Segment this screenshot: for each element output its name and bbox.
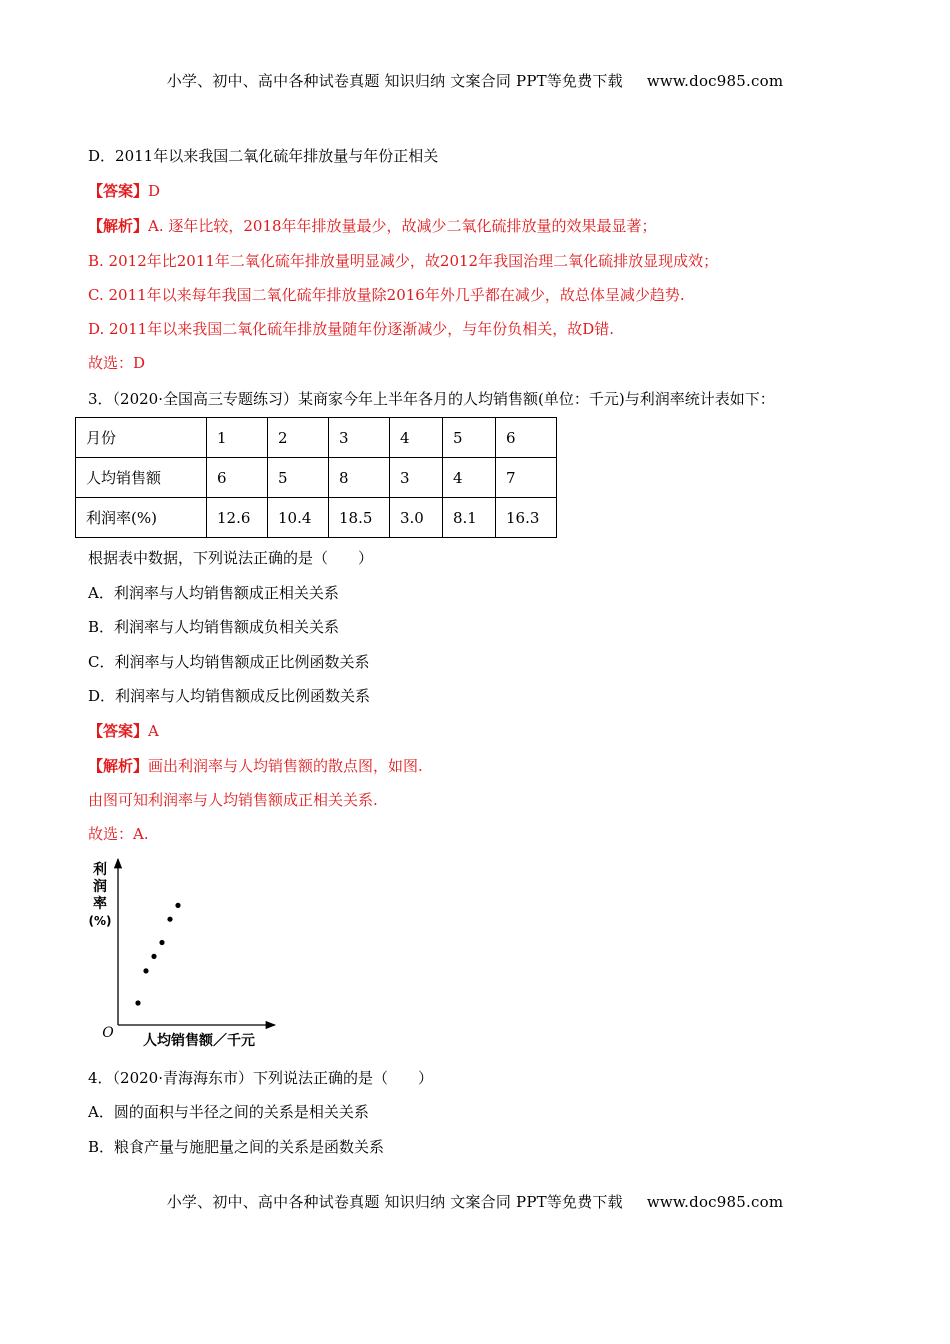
prev-analysis-b: B. 2012年比2011年二氧化硫年排放量明显减少，故2012年我国治理二氧化硫排放显现成效； — [88, 252, 719, 270]
table-cell: 3.0 — [390, 498, 443, 538]
q4-stem: 4．（2020·青海海东市）下列说法正确的是（ ） — [88, 1069, 433, 1087]
table-cell: 月份 — [76, 418, 207, 458]
table-cell: 3 — [390, 458, 443, 498]
y-axis-label-char: (%) — [88, 914, 112, 928]
q3-stem: 3．（2020·全国高三专题练习）某商家今年上半年各月的人均销售额(单位：千元)与利润率统计表如下： — [88, 390, 775, 408]
scatter-point — [175, 903, 180, 908]
answer-value: A — [148, 722, 159, 740]
page-header — [0, 70, 950, 91]
page-footer — [0, 1191, 950, 1212]
header-url[interactable]: www.doc985.com — [646, 72, 784, 90]
scatter-chart — [85, 855, 285, 1055]
table-row — [76, 458, 557, 498]
q3-data-table — [75, 417, 557, 538]
y-axis-label-char: 润 — [93, 879, 107, 895]
prev-option-d: D．2011年以来我国二氧化硫年排放量与年份正相关 — [88, 147, 439, 165]
scatter-point — [151, 954, 156, 959]
table-row — [76, 498, 557, 538]
y-axis-label-char: 利 — [93, 862, 107, 878]
table-cell: 4 — [390, 418, 443, 458]
q3-question: 根据表中数据，下列说法正确的是（ ） — [88, 549, 374, 567]
table-cell: 人均销售额 — [76, 458, 207, 498]
q3-analysis-1 — [88, 756, 423, 776]
origin-label: O — [102, 1025, 114, 1041]
scatter-point — [135, 1000, 140, 1005]
q3-option-d: D．利润率与人均销售额成反比例函数关系 — [88, 687, 371, 705]
table-cell: 6 — [207, 458, 268, 498]
table-cell: 1 — [207, 418, 268, 458]
answer-value: D — [148, 182, 161, 200]
q3-option-b: B．利润率与人均销售额成负相关关系 — [88, 618, 340, 636]
q3-option-a: A．利润率与人均销售额成正相关关系 — [88, 584, 339, 602]
table-cell: 5 — [443, 418, 496, 458]
table-cell: 16.3 — [496, 498, 557, 538]
analysis-text: A. 逐年比较，2018年年排放量最少，故减少二氧化硫排放量的效果最显著； — [148, 217, 657, 235]
prev-analysis-c: C. 2011年以来每年我国二氧化硫年排放量除2016年外几乎都在减少，故总体呈减少趋势. — [88, 286, 685, 304]
table-cell: 8.1 — [443, 498, 496, 538]
answer-label: 【答案】 — [88, 722, 149, 740]
analysis-text: 画出利润率与人均销售额的散点图，如图. — [148, 757, 423, 775]
footer-text: 小学、初中、高中各种试卷真题 知识归纳 文案合同 PPT等免费下载 — [166, 1193, 623, 1211]
q4-option-a: A．圆的面积与半径之间的关系是相关关系 — [88, 1103, 369, 1121]
table-cell: 利润率(%) — [76, 498, 207, 538]
table-cell: 5 — [268, 458, 329, 498]
answer-label: 【答案】 — [88, 182, 149, 200]
prev-answer — [88, 181, 160, 201]
table-cell: 10.4 — [268, 498, 329, 538]
prev-choose: 故选：D — [88, 354, 146, 372]
table-cell: 18.5 — [329, 498, 390, 538]
analysis-label: 【解析】 — [88, 217, 149, 235]
x-axis-label: 人均销售额／千元 — [143, 1033, 255, 1049]
table-cell: 4 — [443, 458, 496, 498]
analysis-label: 【解析】 — [88, 757, 149, 775]
header-text: 小学、初中、高中各种试卷真题 知识归纳 文案合同 PPT等免费下载 — [166, 72, 623, 90]
table-cell: 8 — [329, 458, 390, 498]
table-cell: 7 — [496, 458, 557, 498]
table-cell: 6 — [496, 418, 557, 458]
scatter-point — [159, 940, 164, 945]
q3-answer — [88, 721, 159, 741]
table-row — [76, 418, 557, 458]
table-cell: 12.6 — [207, 498, 268, 538]
y-axis-label-char: 率 — [93, 896, 107, 912]
scatter-point — [143, 968, 148, 973]
scatter-points — [135, 903, 180, 1006]
prev-analysis-d: D. 2011年以来我国二氧化硫年排放量随年份逐渐减少，与年份负相关，故D错. — [88, 320, 614, 338]
footer-url[interactable]: www.doc985.com — [646, 1193, 784, 1211]
q3-analysis-2: 由图可知利润率与人均销售额成正相关关系. — [88, 791, 378, 809]
scatter-point — [167, 917, 172, 922]
table-cell: 2 — [268, 418, 329, 458]
prev-analysis-a — [88, 216, 657, 236]
table-cell: 3 — [329, 418, 390, 458]
q4-option-b: B．粮食产量与施肥量之间的关系是函数关系 — [88, 1138, 385, 1156]
q3-option-c: C．利润率与人均销售额成正比例函数关系 — [88, 653, 370, 671]
q3-choose: 故选：A. — [88, 825, 149, 843]
